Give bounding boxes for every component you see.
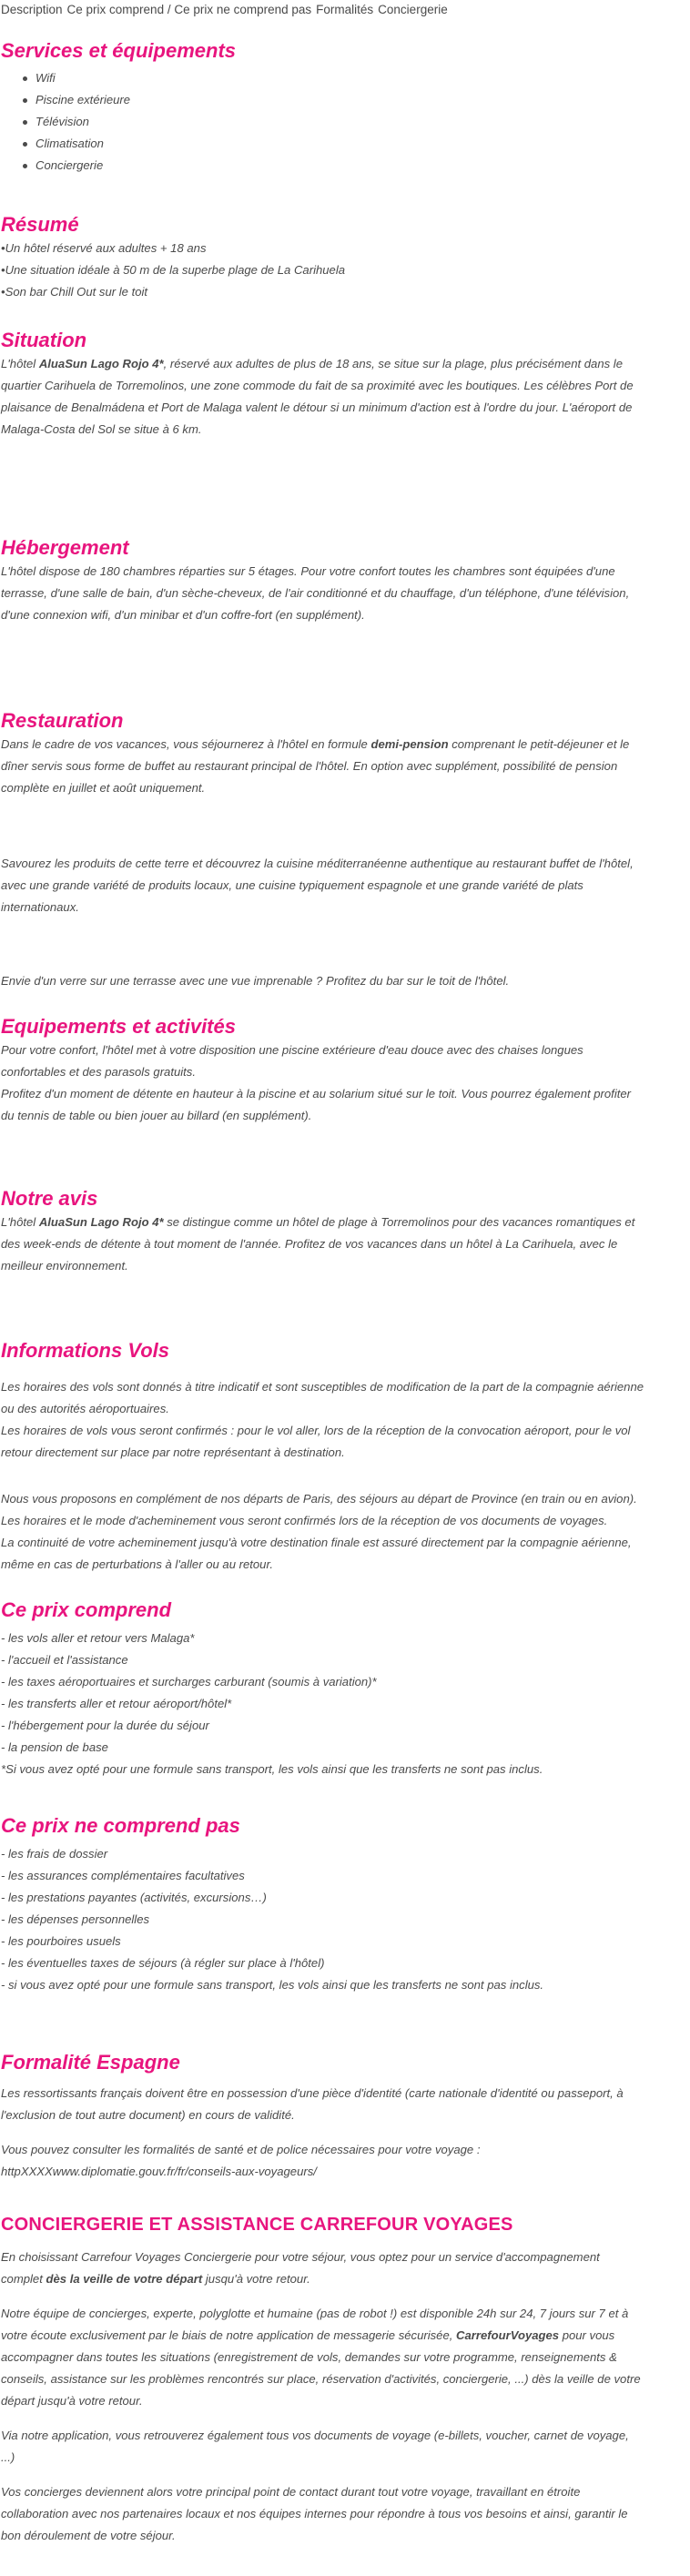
resume-title: Résumé [1,213,79,236]
restauration-line: dîner servis sous forme de buffet au restaurant principal de l'hôtel. En option avec supplément, possibilité de pension [1,759,618,773]
restauration-para3: Envie d'un verre sur une terrasse avec une vue imprenable ? Profitez du bar sur le toit de l'hôtel. [1,974,510,988]
resume-section [1,212,688,303]
equipements-section: Equipements et activités Pour votre confort, l'hôtel met à votre disposition une piscine extérieure d'eau douce avec des chaises longues confortables et des parasols gratuits. Profitez d'un moment de détente en hauteur à la piscine et au solarium situé sur le toit. Vous pourrez également profiter du tennis de table ou bien jouer au billard (en supplément). [1,1014,688,1127]
conciergerie-title: CONCIERGERIE ET ASSISTANCE CARREFOUR VOYAGES [1,2215,513,2235]
app-name: CarrefourVoyages [456,2328,560,2342]
tab-bar [1,0,448,20]
service-item-tv: Télévision [36,111,688,133]
hebergement-title: Hébergement [1,536,129,559]
situation-line: quartier Carihuela de Torremolinos, une zone commode du fait de sa proximité avec les boutiques. Les célèbres Port de [1,379,634,392]
tab-description[interactable]: Description [1,3,63,16]
diplomatie-link[interactable]: httpXXXXwww.diplomatie.gouv.fr/fr/conseils-aux-voyageurs/ [1,2165,317,2178]
services-list [1,67,688,177]
service-item-concierge: Conciergerie [36,155,688,177]
hotel-name: AluaSun Lago Rojo 4* [38,1215,164,1229]
resume-line: •Une situation idéale à 50 m de la superbe plage de La Carihuela [1,263,346,277]
hebergement-line: terrasse, d'une salle de bain, d'un sèche-cheveux, de l'air conditionné et du chauffage, d'un téléphone, d'une télévision, [1,586,630,600]
vols-title: Informations Vols [1,1339,169,1362]
vols-section: Informations Vols Les horaires des vols sont donnés à titre indicatif et sont susceptibles de modification de la part de la compagnie aérienne ou des autorités aéroportuaires. Les horaires de vols vous seront confirmés : pour le vol aller, lors de la réception de la convocation aéroport, pour le vol retour directement sur place par notre représentant à destination. [1,1338,688,1464]
hebergement-section [1,535,688,626]
formalite-title: Formalité Espagne [1,2051,180,2074]
service-item-ac: Climatisation [36,133,688,155]
formule: demi-pension [370,737,449,751]
resume-line: •Un hôtel réservé aux adultes + 18 ans [1,241,207,255]
hebergement-line: d'une connexion wifi, d'un minibar et d'un coffre-fort (en supplément). [1,608,365,622]
equipements-title: Equipements et activités [1,1015,236,1038]
avis-section: Notre avis L'hôtel AluaSun Lago Rojo 4* se distingue comme un hôtel de plage à Torremolinos pour des vacances romantiques et des week-ends de détente à tout moment de l'année. Profitez de vos vacances dans un hôtel à La Carihuela, avec le meilleur environnement. [1,1186,688,1277]
hotel-name: AluaSun Lago Rojo 4* [38,357,164,370]
tab-prix[interactable]: Ce prix comprend / Ce prix ne comprend pas [66,3,312,16]
tab-formalites[interactable]: Formalités [316,3,374,16]
situation-line: plaisance de Benalmádena et Port de Malaga valent le détour si un minimum d'action est à l'ordre du jour. L'aéroport de [1,401,633,414]
situation-line: L'hôtel AluaSun Lago Rojo 4*, réservé aux adultes de plus de 18 ans, se situe sur la plage, plus précisément dans le [1,357,623,370]
hebergement-line: L'hôtel dispose de 180 chambres réparties sur 5 étages. Pour votre confort toutes les chambres sont équipées d'une [1,564,615,578]
restauration-section [1,708,688,799]
comprend-title: Ce prix comprend [1,1598,172,1621]
formalite-section: Formalité Espagne Les ressortissants français doivent être en possession d'une pièce d'identité (carte nationale d'identité ou passeport, à l'exclusion de tout autre document) en cours de validité. Vous pouvez consulter les formalités de santé et de police nécessaires pour votre voyage : httpXXXXwww.diplomatie.gouv.fr/fr/conseils-aux-voyageurs/ [1,2050,688,2183]
comprend-section: Ce prix comprend - les vols aller et retour vers Malaga* - l'accueil et l'assistance - les taxes aéroportuaires et surcharges carburant (soumis à variation)* - les transferts aller et retour aéroport/hôtel* - l'hébergement pour la durée du séjour - la pension de base *Si vous avez opté pour une formule sans transport, les vols ainsi que les transferts ne sont pas inclus. [1,1597,688,1780]
services-title: Services et équipements [1,39,237,62]
conciergerie-section: CONCIERGERIE ET ASSISTANCE CARREFOUR VOYAGES En choisissant Carrefour Voyages Conciergerie pour votre séjour, vous optez pour un service d'accompagnement complet dès la veille de votre départ jusqu'à votre retour. Notre équipe de concierges, experte, polyglotte et humaine (pas de robot !) est disponible 24h sur 24, 7 jours sur 7 et à votre écoute exclusivement par le biais de notre application de messagerie sécurisée, CarrefourVoyages pour vous accompagner dans toutes les situations (enregistrement de vols, demandes sur votre programme, renseignements & conseils, assistance sur les problèmes rencontrés sur place, réservation d'activités, conciergerie, ...) dès la veille de votre départ jusqu'à votre retour. Via notre application, vous retrouverez également tous vos documents de voyage (e-billets, voucher, carnet de voyage, ...) Vos concierges deviennent alors votre principal point de contact durant tout votre voyage, travaillant en étroite collaboration avec nos partenaires locaux et nos équipes internes pour répondre à tous vos besoins et ainsi, garantir le bon déroulement de votre séjour. [1,2212,688,2547]
tab-conciergerie[interactable]: Conciergerie [378,3,448,16]
avis-title: Notre avis [1,1187,98,1210]
vols-para2: Nous vous proposons en complément de nos départs de Paris, des séjours au départ de Province (en train ou en avion). Les horaires et le mode d'acheminement vous seront confirmés lors de la réception de vos documents de voyages. La continuité de votre acheminement jusqu'à votre destination finale est assuré directement par la compagnie aérienne, même en cas de perturbations à l'aller ou au retour. [1,1492,637,1571]
restauration-line: Dans le cadre de vos vacances, vous séjournerez à l'hôtel en formule demi-pension comprenant le petit-déjeuner et le [1,737,630,751]
restauration-para2: Savourez les produits de cette terre et découvrez la cuisine méditerranéenne authentique au restaurant buffet de l'hôtel, avec une grande variété de produits locaux, une cuisine typiquement espagnole et une grande variété de plats internationaux. [1,857,634,914]
service-item-pool: Piscine extérieure [36,89,688,111]
service-item-wifi: Wifi [36,67,688,89]
situation-line: Malaga-Costa del Sol se situe à 6 km. [1,422,202,436]
ne-comprend-title: Ce prix ne comprend pas [1,1814,240,1837]
ne-comprend-section: Ce prix ne comprend pas - les frais de dossier - les assurances complémentaires facultatives - les prestations payantes (activités, excursions…) - les dépenses personnelles - les pourboires usuels - les éventuelles taxes de séjours (à régler sur place à l'hôtel) - si vous avez opté pour une formule sans transport, les vols ainsi que les transferts ne sont pas inclus. [1,1813,688,1996]
restauration-line: complète en juillet et août uniquement. [1,781,206,795]
situation-section [1,328,688,441]
restauration-title: Restauration [1,709,124,732]
resume-line: •Son bar Chill Out sur le toit [1,285,148,299]
services-section [1,38,688,177]
situation-title: Situation [1,329,87,351]
